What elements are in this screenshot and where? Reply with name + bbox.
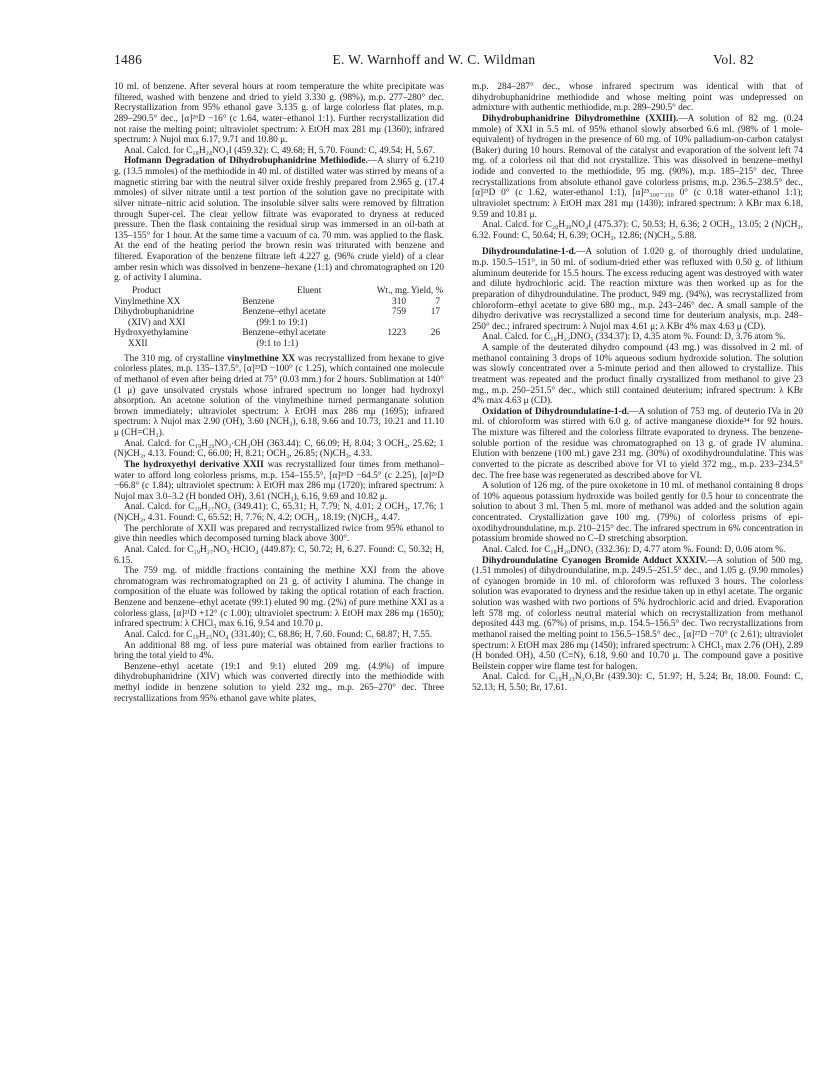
section-paragraph bbox=[114, 156, 444, 284]
table-cell-product: (XIV) and XXI bbox=[128, 317, 186, 328]
table-cell-eluent: Benzene–ethyl acetate bbox=[242, 307, 326, 318]
paragraph: The 759 mg. of middle fractions containing the methine XXI from the above chromatogram was rechromatographed on 21 g. of activity I alumina. The change in composition of the eluate was followed by taking the optical rotation of each fraction. Benzene and benzene–ethyl acetate (99:1) eluted 90 mg. (2%) of pure methine XXI as a colorless glass, [α]²¹D +12° (c 1.00); ultraviolet spectrum: λ EtOH max 286 mμ (1650); infrared spectrum: λ CHCl₃ max 6.16, 9.54 and 10.70 μ. bbox=[114, 566, 444, 630]
right-column bbox=[472, 82, 803, 694]
paragraph: Benzene–ethyl acetate (19:1 and 9:1) eluted 209 mg. (4.9%) of impure dihydrobuphanidrine (XIV) which was converted directly into the methiodide with methyl iodide in benzene solution to yield 232 mg., m.p. 265–270° dec. Three recrystallizations from 95% ethanol gave white plates, bbox=[114, 661, 444, 704]
table-cell-wt: 1223 bbox=[387, 328, 406, 339]
table-cell-wt: 759 bbox=[392, 307, 406, 318]
paragraph bbox=[114, 460, 444, 503]
paragraph: The perchlorate of XXII was prepared and recrystallized twice from 95% ethanol to give thin needles which decomposed turning black above 300°. bbox=[114, 523, 444, 545]
section-paragraph bbox=[472, 247, 803, 332]
section-body: —A slurry of 6.210 g. (13.5 mmoles) of the methiodide in 40 ml. of distilled water was stirred by means of a magnetic stirring bar with the neutral silver oxide freshly prepared from 2.965 g. (17.4 mmoles) of silver nitrate until a test portion of the solution gave no precipitate with silver nitrate–nitric acid solution. The insoluble silver salts were removed by filtration through Super-cel. The clear yellow filtrate was evaporated to dryness at reduced pressure. Then the flask containing the residual sirup was immersed in an oil-bath at 135–155° for 1 hour. At the same time a vacuum of ca. 70 mm. was applied to the flask. At the end of the heating period the brown resin was triturated with benzene and filtered. Evaporation of the benzene filtrate left 4.227 g. (96% crude yield) of a clear amber resin which was dissolved in benzene–hexane (1:1) and chromatographed on 120 g. of activity I alumina. bbox=[114, 156, 444, 284]
table-header-row bbox=[114, 286, 444, 297]
table-row bbox=[114, 307, 444, 318]
table-cell-yield: 26 bbox=[430, 328, 440, 339]
table-cell-yield: 7 bbox=[435, 296, 440, 307]
column-header-yield: Yield, % bbox=[410, 285, 444, 296]
running-title: E. W. Warnhoff and W. C. Wildman bbox=[332, 52, 536, 67]
section-heading: Dihydroundulatine-1-d. bbox=[482, 247, 577, 258]
section-heading: Hofmann Degradation of Dihydrobuphanidrine Methiodide. bbox=[124, 156, 368, 167]
analysis-paragraph: Anal. Calcd. for C₁₈H₂₀DNO₅ (332.36): D, 4.77 atom %. Found: D, 0.06 atom %. bbox=[482, 544, 786, 555]
table-cell-eluent: Benzene–ethyl acetate bbox=[242, 328, 326, 339]
page-number: 1486 bbox=[114, 52, 143, 67]
column-header-eluent: Eluent bbox=[297, 285, 322, 296]
section-heading: Dihydrobuphanidrine Dihydromethine (XXIII). bbox=[482, 113, 679, 124]
analysis-paragraph: Anal. Calcd. for C₁₉H₂₃N₂O₅Br (439.30): C, 51.97; H, 5.24; Br, 18.00. Found: C, 52.13; H, 5.50; Br, 17.61. bbox=[472, 672, 803, 693]
table-row bbox=[114, 297, 444, 308]
paragraph: 10 ml. of benzene. After several hours at room temperature the white precipitate was filtered, washed with benzene and dried to yield 3.330 g. (98%), m.p. 277–280° dec. Recrystallization from 95% ethanol gave 3.135 g. of large colorless flat plates, m.p. 289–290.5° dec., [α]²⁶D −16° (c 1.64, water–ethanol 1:1). Further recrystallization did not raise the melting point; ultraviolet spectrum: λ EtOH max 281 mμ (1360); infrared spectrum: λ Nujol max 6.17, 9.71 and 10.80 μ. bbox=[114, 82, 444, 146]
paragraph: A sample of the deuterated dihydro compound (43 mg.) was dissolved in 2 ml. of methanol containing 3 drops of 10% aqueous sodium hydroxide solution. The solution was slowly concentrated over a 5-minute period and then allowed to crystallize. This treatment was repeated and the product finally crystallized from methanol to give 23 mg., m.p. 250–251.5° dec., which still contained deuterium; infrared spectrum: λ KBr 4% max 4.63 μ (CD). bbox=[472, 343, 803, 407]
analysis-paragraph: Anal. Calcd. for C₁₈H₂₄NO₃I (459.32): C, 49.68; H, 5.70. Found: C, 49.54; H, 5.67. bbox=[124, 145, 436, 156]
section-heading: Dihydroundulatine Cyanogen Bromide Adduct XXXIV. bbox=[482, 555, 708, 566]
table-cell-yield: 17 bbox=[430, 307, 440, 318]
column-header-product: Product bbox=[132, 285, 161, 296]
volume-label: Vol. 82 bbox=[713, 52, 754, 67]
compound-name: The hydroxyethyl derivative XXII bbox=[124, 459, 264, 470]
paragraph: A solution of 126 mg. of the pure oxoketone in 10 ml. of methanol containing 8 drops of 10% aqueous potassium hydroxide was boiled gently for 0.5 hour to concentrate the solution to about 3 ml. Then 5 ml. more of methanol was added and the solution again concentrated. Crystallization gave 100 mg. (79%) of colorless prisms of epi-oxodihydroundulatine, m.p. 210–215° dec. The infrared spectrum in 6% concentration in potassium bromide showed no C–D stretching absorption. bbox=[472, 481, 803, 545]
table-row-continuation bbox=[114, 339, 444, 350]
left-column bbox=[114, 82, 444, 704]
section-paragraph bbox=[472, 556, 803, 673]
section-body: —A solution of 82 mg. (0.24 mmole) of XXI in 5.5 ml. of 95% ethanol slowly absorbed 6.6 ml. (98% of 1 mole-equivalent) of hydrogen in the presence of 60 mg. of 10% palladium-on-carbon catalyst (Baker) during 10 hours. Removal of the catalyst and evaporation of the solvent left 74 mg. of a colorless oil that did not crystallize. This was dissolved in benzene–methyl iodide and converted to the methiodide, 95 mg. (90%), m.p. 185–215° dec. Three recrystallizations from absolute ethanol gave colorless prisms, m.p. 236.5–238.5° dec., [α]²¹D 0° (c 1.62, water-ethanol 1:1), [α]²⁵₃₀₀₋₃₅₀ 0° (c 0.18 water-ethanol 1:1); ultraviolet spectrum: λ EtOH max 281 mμ (1430); infrared spectrum: λ KBr max 6.18, 9.59 and 10.81 μ. bbox=[472, 113, 803, 220]
section-paragraph bbox=[472, 407, 803, 481]
table-cell-product: Hydroxyethylamine bbox=[114, 328, 189, 339]
paragraph: m.p. 284–287° dec., whose infrared spectrum was identical with that of dihydrobuphanidrine methiodide and whose melting point was undepressed on admixture with authentic methiodide, m.p. 289–290.5° dec. bbox=[472, 82, 803, 114]
table-cell-product: XXII bbox=[128, 339, 148, 349]
column-header-wt: Wt., mg. bbox=[376, 285, 410, 296]
section-body: —A solution of 500 mg. (1.51 mmoles) of dihydroundulatine, m.p. 249.5–251.5° dec., and 1.05 g. (9.90 mmoles) of cyanogen bromide in 10 ml. of chloroform was refluxed 3 hours. The colorless solution was evaporated to dryness and the residue taken up in ethyl acetate. The organic solution was washed with two portions of 5% hydrochloric acid and dried. Evaporation left 578 mg. of colorless neutral material which on recrystallization from methanol deposited 443 mg. (67%) of prisms, m.p. 154.5–156.5° dec. Two recrystallizations from methanol raised the melting point to 156.5–158.5° dec., [α]²⁷D −70° (c 2.61); ultraviolet spectrum: λ EtOH max 286 mμ (1450); infrared spectrum: λ CHCl₃ max 2.76 (OH), 2.89 (H bonded OH), 4.50 (C≡N), 6.18, 9.60 and 10.70 μ. The compound gave a positive Beilstein copper wire flame test for halogen. bbox=[472, 555, 803, 672]
table-cell-eluent: Benzene bbox=[242, 296, 275, 307]
table-row bbox=[114, 328, 444, 339]
text-run: was recrystallized from hexane to give colorless plates, m.p. 135–137.5°, [α]²³D −100° (c 1.25), which contained one molecule of methanol of even after being dried at 75° (0.03 mm.) for 2 hours. Sublimation at 140° (1 μ) gave unsolvated crystals whose infrared spectrum no longer had hydroxyl absorption. An acetone solution of the vinylmethine turned permanganate solution brown immediately; ultraviolet spectrum: λ EtOH max 286 mμ (1695); infrared spectrum: λ Nujol max 2.90 (OH), 3.60 (NCH₃), 6.18, 9.66 and 10.73, 10.21 and 11.10 μ (CH=CH₂). bbox=[114, 353, 444, 438]
analysis-paragraph: Anal. Calcd. for C₁₉H₂₅NO₄ (331.40); C, 68.86; H, 7.60. Found: C, 68.87; H, 7.55. bbox=[124, 629, 433, 640]
compound-name: vinylmethine XX bbox=[227, 353, 295, 364]
section-body: —A solution of 753 mg. of deuterio IVa in 20 ml. of chloroform was stirred with 6.0 g. of active manganese dioxide³⁴ for 92 hours. The mixture was filtered and the colorless filtrate evaporated to dryness. The benzene-soluble portion of the residue was chromatographed on 13 g. of grade IV alumina. Elution with benzene (100 ml.) gave 231 mg. (30%) of oxodihydroundulatine. This was converted to the picrate as described above for VI to yield 372 mg., m.p. 233–234.5° dec. The free base was regenerated as described above for VI. bbox=[472, 406, 803, 481]
analysis-paragraph: Anal. Calcd. for C₁₉H₂₅NO₃·CH₃OH (363.44): C, 66.09; H, 8.04; 3 OCH₃, 25.62; 1 (N)CH₃, 4.13. Found: C, 66.00; H, 8.21; OCH₃, 26.85; (N)CH₃, 4.33. bbox=[114, 438, 444, 460]
text-run: The 310 mg. of crystalline bbox=[124, 353, 228, 364]
table-cell-product: Dihydrobuphanidrine bbox=[114, 307, 195, 318]
running-header bbox=[114, 52, 754, 74]
analysis-paragraph: Anal. Calcd. for C₂₀H₃₀NO₄I (475.37): C, 50.53; H, 6.36; 2 OCH₃, 13.05; 2 (N)CH₃, 6.32. Found: C, 50.64; H, 6.39; OCH₃, 12.86; (N)CH₃, 5.88. bbox=[472, 220, 803, 241]
paragraph: An additional 88 mg. of less pure material was obtained from earlier fractions to bring the total yield to 4%. bbox=[114, 640, 444, 662]
section-heading: Oxidation of Dihydroundulatine-1-d. bbox=[482, 406, 630, 417]
analysis-paragraph: Anal. Calcd. for C₁₈H₂₂DNO₅ (334.37): D, 4.35 atom %. Found: D, 3.76 atom %. bbox=[482, 332, 786, 343]
table-cell-eluent: (9:1 to 1:1) bbox=[256, 339, 299, 349]
paragraph bbox=[114, 354, 444, 439]
table-cell-eluent: (99:1 to 19:1) bbox=[256, 317, 308, 328]
section-body: —A solution of 1.020 g. of thoroughly dried undulatine, m.p. 150.5–151°, in 50 ml. of sodium-dried ether was refluxed with 0.50 g. of lithium aluminum deuteride for 15.5 hours. The excess reducing agent was destroyed with water and dilute hydrochloric acid. The reaction mixture was then worked up as for the preparation of dihydroundulatine. The product, 949 mg. (94%), was recrystallized from chloroform–ethyl acetate to give 680 mg., m.p. 243–246° dec. A small sample of the dihydro derivative was recrystallized a second time for deuterium analysis, m.p. 248–250° dec.; infrared spectrum: λ Nujol max 4.61 μ; λ KBr 4% max 4.63 μ (CD). bbox=[472, 247, 803, 332]
section-paragraph bbox=[472, 114, 803, 220]
analysis-paragraph: Anal. Calcd. for C₁₉H₂₇NO₅·HClO₄ (449.87): C, 50.72; H, 6.27. Found: C, 50.32; H, 6.15. bbox=[114, 544, 444, 566]
table-cell-wt: 310 bbox=[392, 296, 406, 307]
text-run: was recrystallized four times from methanol–water to afford long colorless prisms, m.p. 154–155.5°, [α]²⁶D −64.5° (c 2.25), [α]²⁶D −66.8° (c 1.84); ultraviolet spectrum: λ EtOH max 286 mμ (1720); infrared spectrum: λ Nujol max 3.0–3.2 (H bonded OH), 3.61 (NCH₃), 6.16, 9.69 and 10.82 μ. bbox=[114, 459, 444, 502]
table-cell-product: Vinylmethine XX bbox=[114, 296, 181, 307]
table-row-continuation bbox=[114, 318, 444, 329]
chromatography-table bbox=[114, 286, 444, 350]
analysis-paragraph: Anal. Calcd. for C₁₉H₂₇NO₅ (349.41): C, 65.31; H, 7.79; N, 4.01; 2 OCH₃, 17.76; 1 (N)CH₃, 4.31. Found: C, 65.52; H, 7.76; N, 4.2; OCH₃, 18.19; (N)CH₃, 4.47. bbox=[114, 502, 444, 523]
